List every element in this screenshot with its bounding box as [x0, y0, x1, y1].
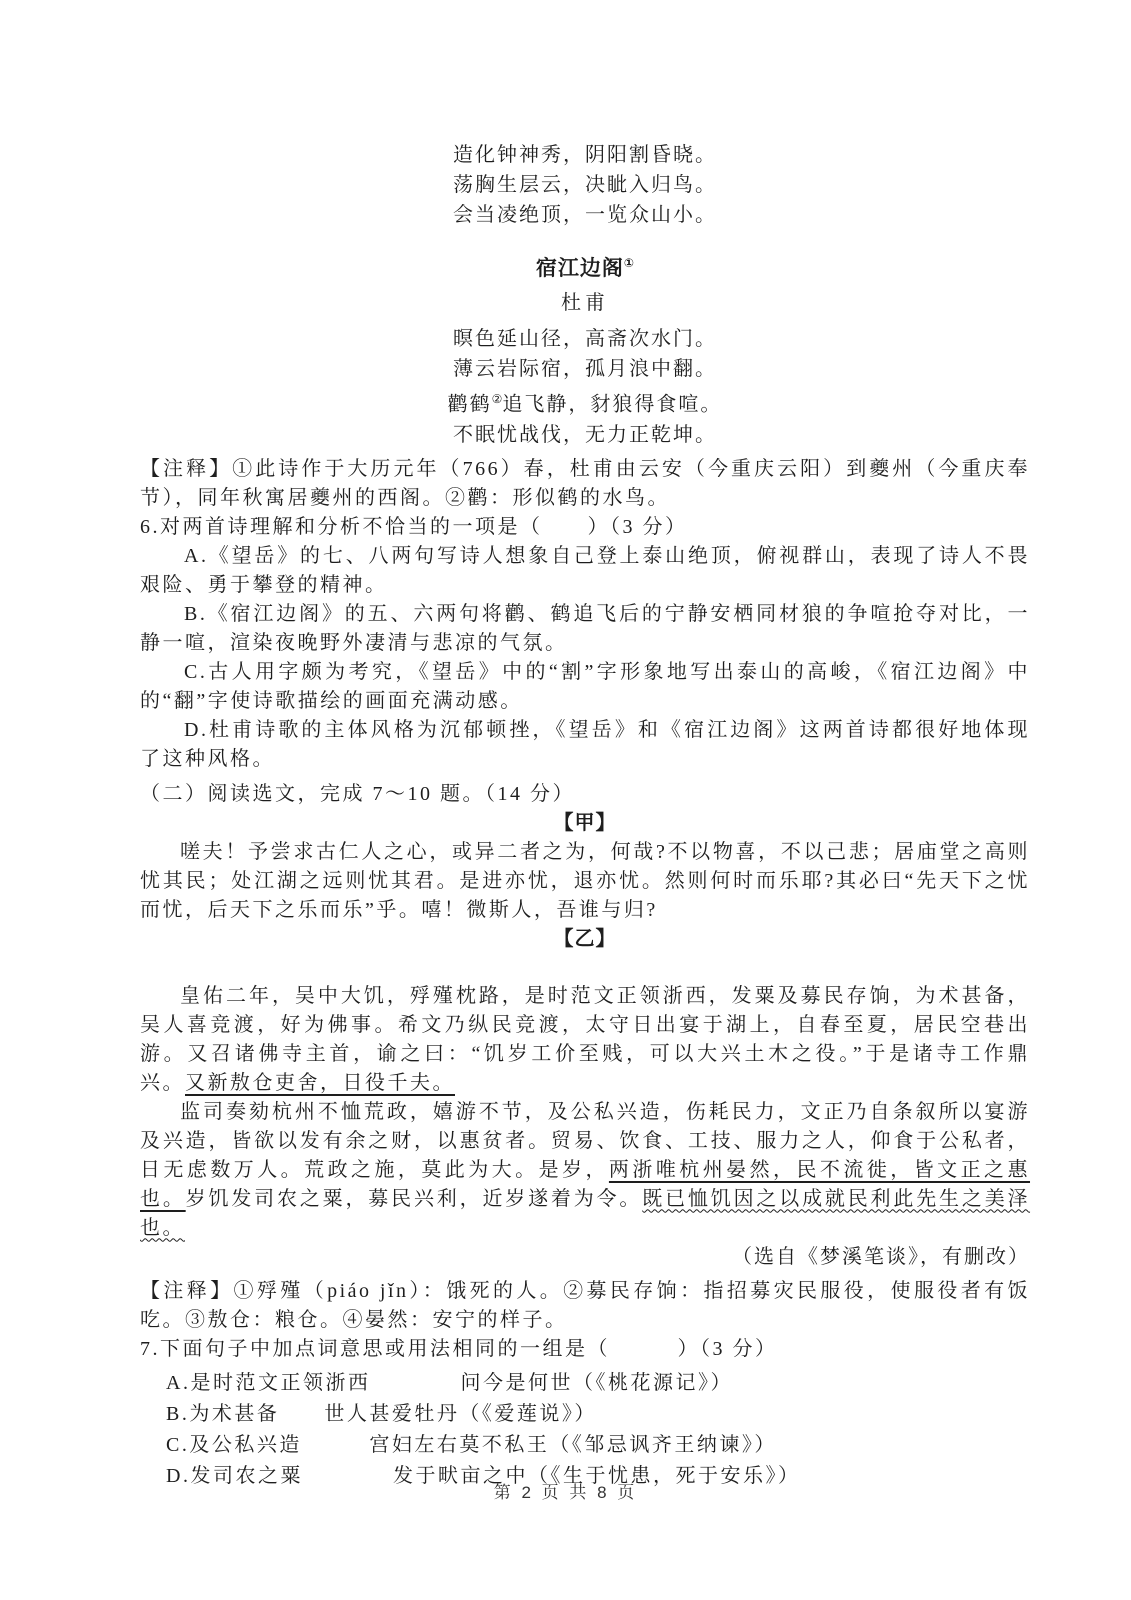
- question-7-option-c: C.及公私兴造 宫妇左右莫不私王（《邹忌讽齐王纳谏》）: [166, 1433, 777, 1456]
- underlined-sentence: 又新敖仓吏舍，日役千夫。: [185, 1071, 455, 1094]
- question-7-option-b: B.为术甚备 世人甚爱牡丹（《爱莲说》）: [166, 1402, 597, 1425]
- poem-author: 杜甫: [561, 292, 609, 314]
- poem-line: [140, 384, 1030, 420]
- poem-line: 会当凌绝顶，一览众山小。: [453, 204, 717, 226]
- poem-line-segment: 追飞静，豺狼得食喧。: [502, 393, 723, 416]
- poem-notes: 【注释】①此诗作于大历元年（766）春，杜甫由云安（今重庆云阳）到夔州（今重庆奉节），同年秋寓居夔州的西阁。②鹳：形似鹤的水鸟。: [140, 457, 1030, 509]
- poem-title-text: 宿江边阁: [535, 257, 624, 280]
- note-ref-2: ②: [491, 392, 503, 406]
- note-ref-1: ①: [623, 256, 635, 270]
- question-7-option-a: A.是时范文正领浙西 问今是何世（《桃花源记》）: [166, 1371, 733, 1394]
- section-2-heading: （二）阅读选文，完成 7～10 题。（14 分）: [140, 782, 575, 805]
- page-footer: 第 2 页 共 8 页: [493, 1483, 638, 1502]
- passage-jia-text: 嗟夫！予尝求古仁人之心，或异二者之为，何哉?不以物喜，不以己悲；居庙堂之高则忧其民；处江湖之远则忧其君。是进亦忧，退亦忧。然则何时而乐耶?其必曰“先天下之忧而忧，后天下之乐而乐”乎。嘻！微斯人，吾谁与归?: [140, 840, 1030, 921]
- poem-line: 造化钟神秀，阴阳割昏晓。: [453, 144, 717, 166]
- poem-line-segment: 鹳鹤: [447, 393, 492, 416]
- poem-wangyue-excerpt: [140, 140, 1030, 230]
- source-attribution: （选自《梦溪笔谈》，有删改）: [732, 1245, 1030, 1268]
- question-6-option-a: A.《望岳》的七、八两句写诗人想象自己登上泰山绝顶，俯视群山，表现了诗人不畏艰险、勇于攀登的精神。: [140, 544, 1030, 596]
- passage-notes: 【注释】①殍殣（piáo jǐn）：饿死的人。②募民存饷：指招募灾民服役，使服役者有饭吃。③敖仓：粮仓。④晏然：安宁的样子。: [140, 1279, 1030, 1331]
- poem-title: [140, 248, 1030, 284]
- passage-text-segment: 皇佑二年，吴中大饥，殍殣枕路，是时范文正领浙西，发粟及募民存饷，为术甚备，吴人喜竞渡，好为佛事。希文乃纵民竞渡，太守日出宴于湖上，自春至夏，居民空巷出游。又召诸佛寺主首，谕之曰：“饥岁工价至贱，可以大兴土木之役。”于是诸寺工作鼎兴。: [140, 984, 1030, 1094]
- question-7-option-d: D.发司农之粟 发于畎亩之中（《生于忧患，死于安乐》）: [166, 1464, 801, 1487]
- underlined-sentence: 两浙唯杭州晏然，民不流徙，皆文正之惠也。: [140, 1158, 1031, 1210]
- passage-text-segment: 监司奏劾杭州不恤荒政，嬉游不节，及公私兴造，伤耗民力，文正乃自条叙所以宴游及兴造，皆欲以发有余之财，以惠贫者。贸易、饮食、工技、服力之人，仰食于公私者，日无虑数万人。荒政之施，莫此为大。是岁，: [140, 1100, 1030, 1181]
- poem-line: 荡胸生层云，决眦入归鸟。: [453, 174, 717, 196]
- wavy-underlined-sentence: 既已恤饥因之以成就民利此先生之美泽也。: [140, 1187, 1031, 1239]
- question-7-stem: 7.下面句子中加点词意思或用法相同的一组是（ ）（3 分）: [140, 1337, 778, 1360]
- passage-yi-paragraph-1: [140, 982, 1030, 1098]
- poem-sujiangbiange: [140, 324, 1030, 450]
- question-6-option-b: B.《宿江边阁》的五、六两句将鹳、鹤追飞后的宁静安栖同材狼的争喧抢夺对比，一静一喧，渲染夜晚野外凄清与悲凉的气氛。: [140, 602, 1030, 654]
- passage-jia-label: 【甲】: [553, 811, 617, 834]
- poem-line: 暝色延山径，高斋次水门。: [453, 328, 717, 350]
- passage-text-segment: 岁饥发司农之粟，募民兴利，近岁遂着为令。: [185, 1187, 643, 1210]
- poem-line: 不眠忧战伐，无力正乾坤。: [453, 423, 717, 446]
- passage-yi-paragraph-2: [140, 1098, 1030, 1243]
- question-6-option-c: C.古人用字颇为考究，《望岳》中的“割”字形象地写出泰山的高峻，《宿江边阁》中的“翻”字使诗歌描绘的画面充满动感。: [140, 660, 1030, 712]
- page-content: [140, 140, 1030, 1491]
- passage-yi-label: 【乙】: [553, 927, 617, 950]
- question-6-stem: 6.对两首诗理解和分析不恰当的一项是（ ）（3 分）: [140, 515, 688, 538]
- poem-line: 薄云岩际宿，孤月浪中翻。: [453, 358, 717, 380]
- question-6-option-d: D.杜甫诗歌的主体风格为沉郁顿挫，《望岳》和《宿江边阁》这两首诗都很好地体现了这种风格。: [140, 718, 1030, 770]
